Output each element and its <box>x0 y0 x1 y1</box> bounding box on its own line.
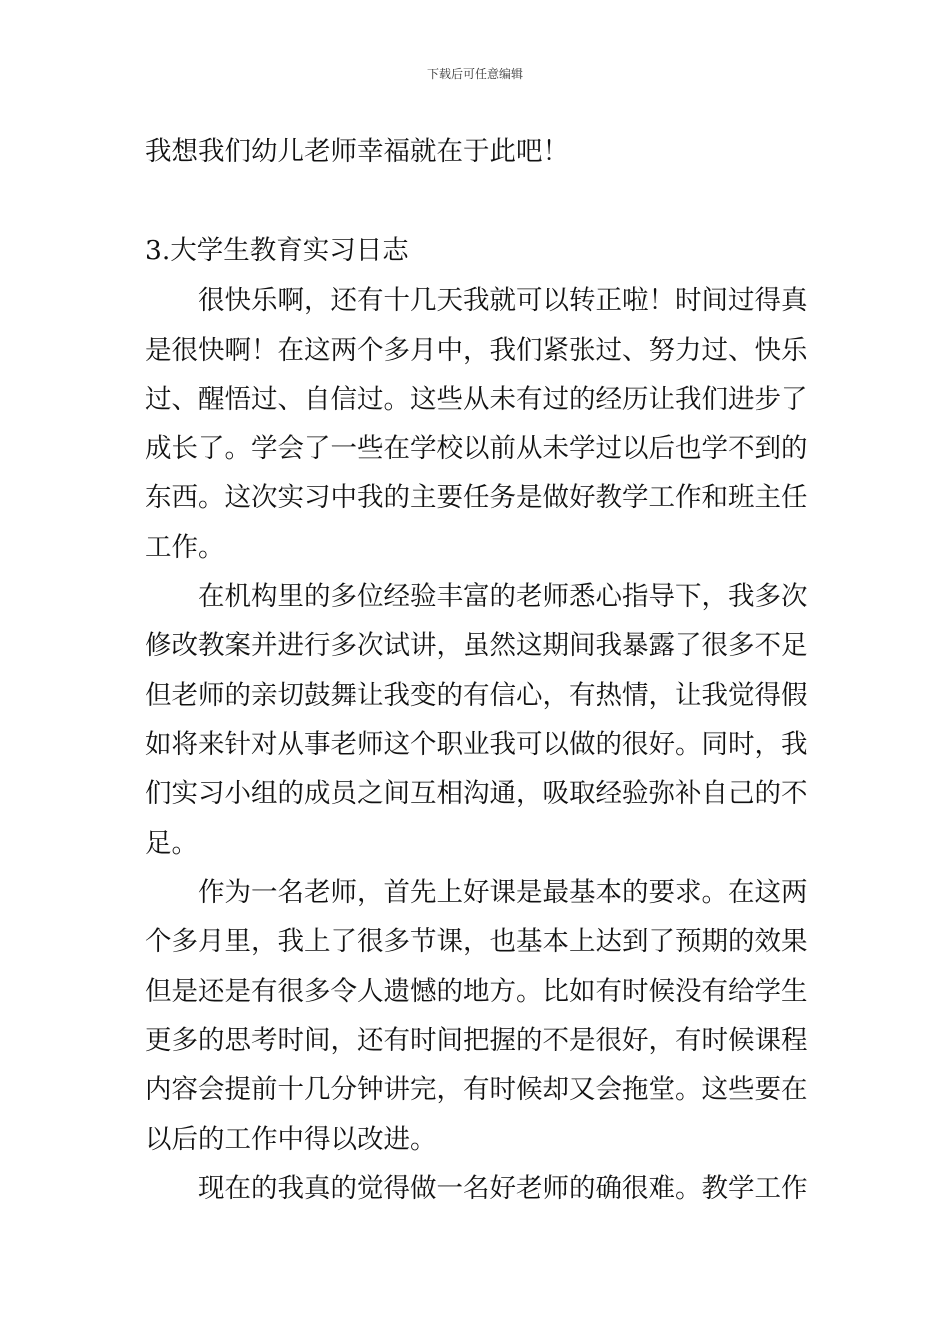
paragraph-line: 但是还是有很多令人遗憾的地方。比如有时候没有给学生 <box>145 976 808 1007</box>
paragraph-line: 们实习小组的成员之间互相沟通，吸取经验弥补自己的不 <box>145 778 808 809</box>
paragraph-line: 现在的我真的觉得做一名好老师的确很难。教学工作 <box>198 1173 808 1204</box>
paragraph-line: 在机构里的多位经验丰富的老师悉心指导下，我多次 <box>198 581 808 612</box>
paragraph-line: 成长了。学会了一些在学校以前从未学过以后也学不到的 <box>145 433 808 464</box>
paragraph-line: 个多月里，我上了很多节课，也基本上达到了预期的效果 <box>145 926 808 957</box>
paragraph-line: 作为一名老师，首先上好课是最基本的要求。在这两 <box>198 877 808 908</box>
intro-line: 我想我们幼儿老师幸福就在于此吧！ <box>145 136 569 167</box>
paragraph-line: 以后的工作中得以改进。 <box>145 1124 437 1155</box>
paragraph-line: 过、醒悟过、自信过。这些从未有过的经历让我们进步了 <box>145 384 808 415</box>
paragraph-line: 内容会提前十几分钟讲完，有时候却又会拖堂。这些要在 <box>145 1074 808 1105</box>
paragraph-line: 修改教案并进行多次试讲，虽然这期间我暴露了很多不足 <box>145 630 808 661</box>
section-title: 3.大学生教育实习日志 <box>145 235 409 266</box>
paragraph-line: 如将来针对从事老师这个职业我可以做的很好。同时，我 <box>145 729 808 760</box>
paragraph-line: 很快乐啊，还有十几天我就可以转正啦！时间过得真 <box>198 285 808 316</box>
paragraph-line: 工作。 <box>145 532 225 563</box>
paragraph-line: 但老师的亲切鼓舞让我变的有信心，有热情，让我觉得假 <box>145 680 808 711</box>
paragraph-line: 足。 <box>145 828 198 859</box>
page-header-note: 下载后可任意编辑 <box>426 67 523 81</box>
paragraph-line: 更多的思考时间，还有时间把握的不是很好，有时候课程 <box>145 1025 808 1056</box>
paragraph-line: 东西。这次实习中我的主要任务是做好教学工作和班主任 <box>145 482 808 513</box>
paragraph-line: 是很快啊！在这两个多月中，我们紧张过、努力过、快乐 <box>145 335 808 366</box>
